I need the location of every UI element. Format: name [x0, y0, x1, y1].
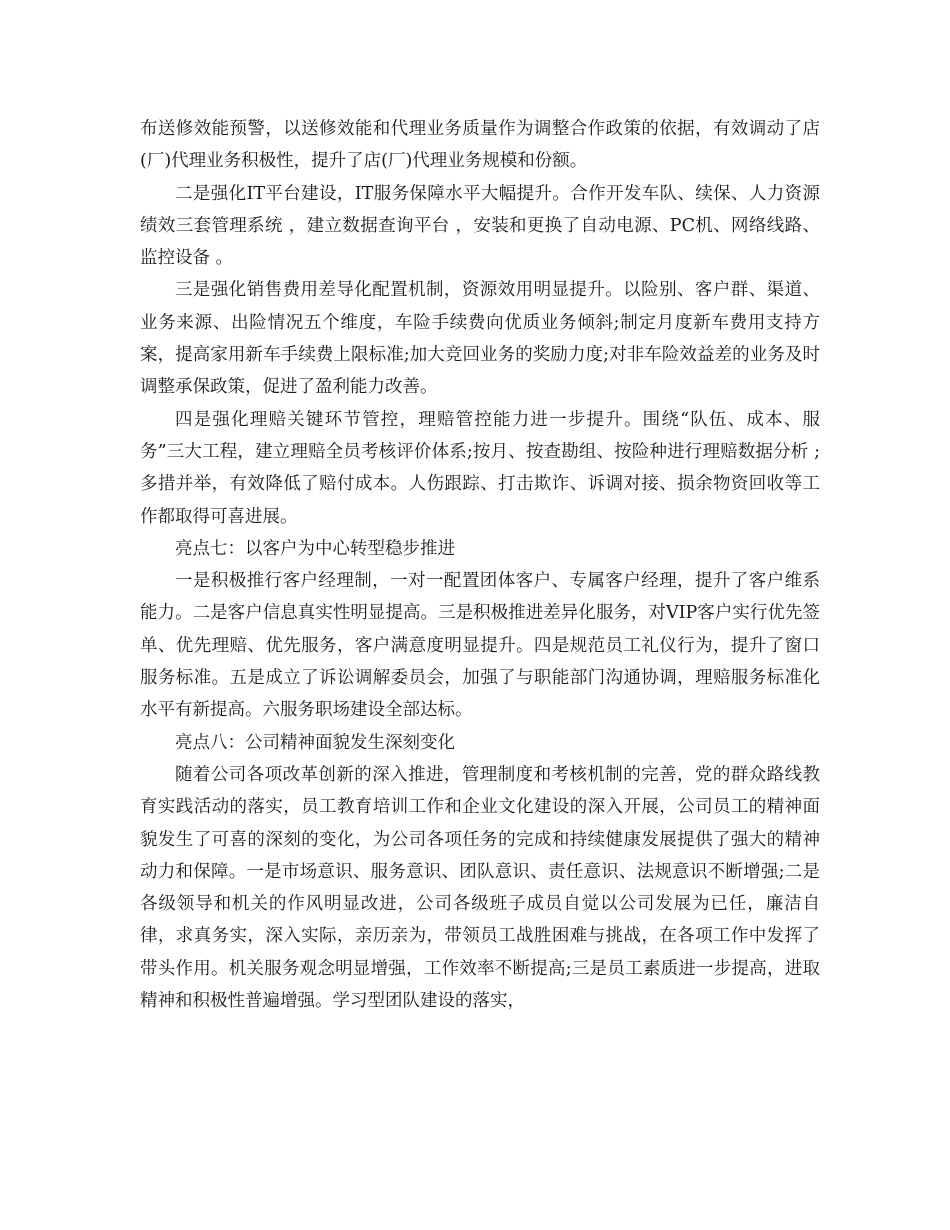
section-heading-highlight-eight: 亮点八：公司精神面貌发生深刻变化 — [175, 732, 455, 753]
section-heading-highlight-seven: 亮点七：以客户为中心转型稳步推进 — [175, 538, 455, 559]
document-body — [140, 113, 820, 1017]
paragraph-claims-control: 四是强化理赔关键环节管控，理赔管控能力进一步提升。围绕“队伍、成本、服务”三大工程，建立理赔全员考核评价体系;按月、按查勘组、按险种进行理赔数据分析 ;多措并举，有效降低了赔付成本。人伤跟踪、打击欺诈、诉调对接、损余物资回收等工作都取得可喜进展。 — [140, 409, 820, 527]
paragraph-sales-expense: 三是强化销售费用差导化配置机制，资源效用明显提升。以险别、客户群、渠道、业务来源、出险情况五个维度，车险手续费向优质业务倾斜;制定月度新车费用支持方案，提高家用新车手续费上限标准;加大竞回业务的奖励力度;对非车险效益差的业务及时调整承保政策，促进了盈利能力改善。 — [140, 280, 820, 398]
paragraph-it-platform: 二是强化IT平台建设，IT服务保障水平大幅提升。合作开发车队、续保、人力资源绩效三套管理系统 ，建立数据查询平台 ，安装和更换了自动电源、PC机、网络线路、监控设备 。 — [140, 183, 820, 269]
paragraph-company-spirit: 随着公司各项改革创新的深入推进，管理制度和考核机制的完善，党的群众路线教育实践活动的落实，员工教育培训工作和企业文化建设的深入开展，公司员工的精神面貌发生了可喜的深刻的变化，为公司各项任务的完成和持续健康发展提供了强大的精神动力和保障。一是市场意识、服务意识、团队意识、责任意识、法规意识不断增强;二是各级领导和机关的作风明显改进，公司各级班子成员自觉以公司发展为已任，廉洁自律，求真务实，深入实际，亲历亲为，带领员工战胜困难与挑战，在各项工作中发挥了带头作用。机关服务观念明显增强，工作效率不断提高;三是员工素质进一步提高，进取精神和积极性普遍增强。学习型团队建设的落实， — [140, 764, 820, 1012]
paragraph-customer-manager: 一是积极推行客户经理制，一对一配置团体客户、专属客户经理，提升了客户维系能力。二是客户信息真实性明显提高。三是积极推进差异化服务，对VIP客户实行优先签单、优先理赔、优先服务，客户满意度明显提升。四是规范员工礼仪行为，提升了窗口服务标准。五是成立了诉讼调解委员会，加强了与职能部门沟通协调，理赔服务标准化水平有新提高。六服务职场建设全部达标。 — [140, 571, 820, 721]
paragraph-continuation: 布送修效能预警，以送修效能和代理业务质量作为调整合作政策的依据，有效调动了店(厂)代理业务积极性，提升了店(厂)代理业务规模和份额。 — [140, 119, 820, 172]
